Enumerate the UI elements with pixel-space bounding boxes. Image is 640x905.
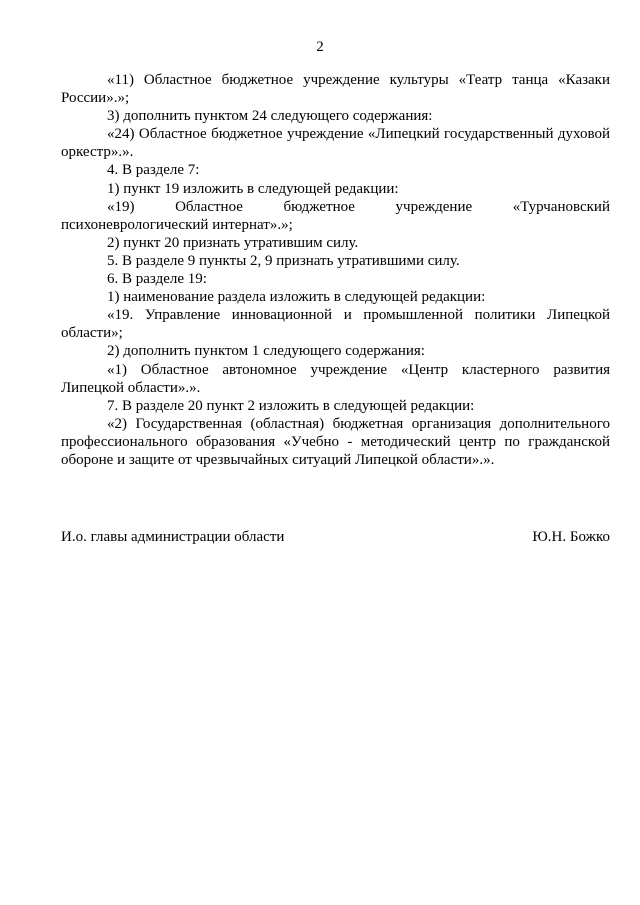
page-number: 2 bbox=[316, 39, 324, 55]
paragraph: 1) пункт 19 изложить в следующей редакции: bbox=[107, 180, 399, 197]
paragraph: 2) пункт 20 признать утратившим силу. bbox=[107, 234, 359, 251]
paragraph: 4. В разделе 7: bbox=[107, 162, 200, 179]
paragraph: «1) Областное автономное учреждение «Центр кластерного развития Липецкой области».». bbox=[61, 361, 610, 396]
signature-block bbox=[61, 528, 610, 546]
paragraph: «24) Областное бюджетное учреждение «Липецкий государственный духовой оркестр».». bbox=[61, 126, 610, 161]
paragraph: «11) Областное бюджетное учреждение культуры «Театр танца «Казаки России».»; bbox=[61, 72, 610, 107]
paragraph: «19. Управление инновационной и промышленной политики Липецкой области»; bbox=[61, 307, 610, 342]
signatory-position: И.о. главы администрации области bbox=[61, 529, 285, 545]
paragraph: 3) дополнить пунктом 24 следующего содержания: bbox=[107, 108, 433, 125]
paragraph: 1) наименование раздела изложить в следующей редакции: bbox=[107, 289, 486, 306]
signatory-name: Ю.Н. Божко bbox=[532, 529, 610, 545]
paragraph: «2) Государственная (областная) бюджетная организация дополнительного профессионального образования «Учебно - методический центр по гражданской обороне и защите от чрезвычайных ситуаций Липецкой области».». bbox=[61, 415, 610, 468]
document-body bbox=[61, 71, 610, 469]
paragraph: 2) дополнить пунктом 1 следующего содержания: bbox=[107, 343, 425, 360]
paragraph: 6. В разделе 19: bbox=[107, 271, 207, 288]
paragraph: 7. В разделе 20 пункт 2 изложить в следующей редакции: bbox=[107, 397, 475, 414]
paragraph: «19) Областное бюджетное учреждение «Турчановский психоневрологический интернат».»; bbox=[61, 198, 610, 233]
paragraph: 5. В разделе 9 пункты 2, 9 признать утратившими силу. bbox=[107, 252, 460, 269]
